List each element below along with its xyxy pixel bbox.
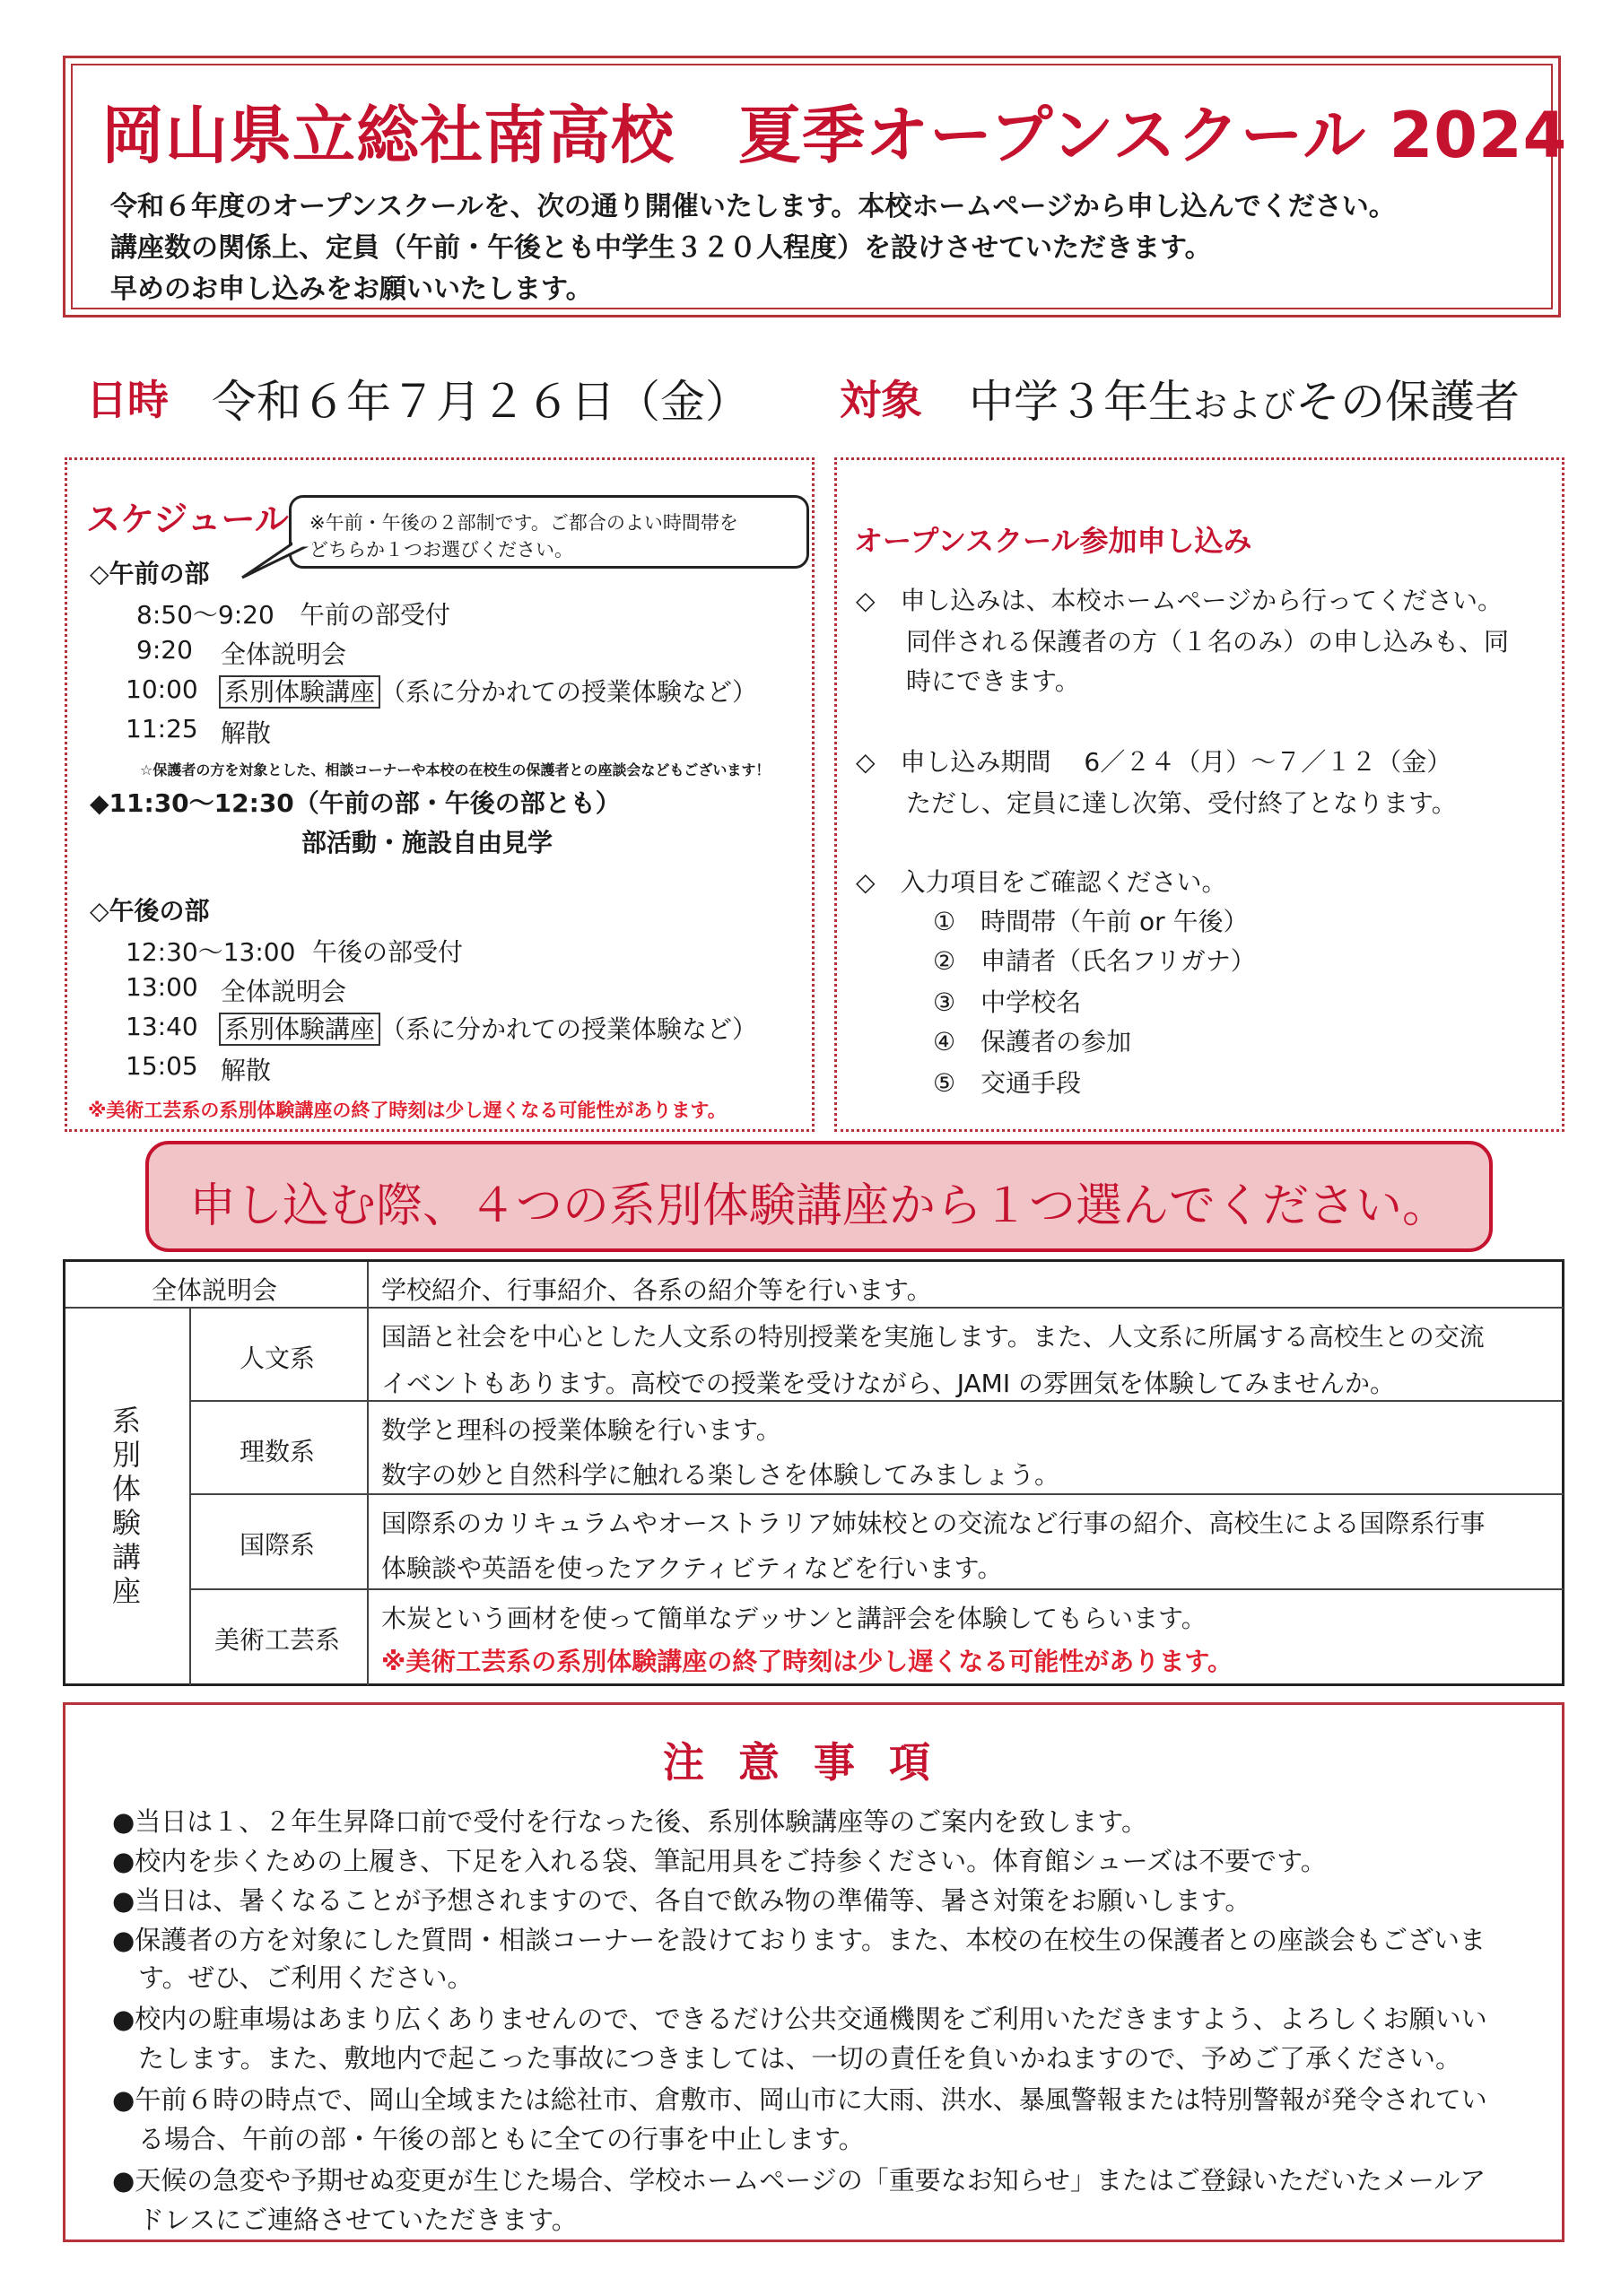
note-line: る場合、午前の部・午後の部ともに全ての行事を中止します。 bbox=[112, 2124, 865, 2154]
application-line: ◇ 申し込みは、本校ホームページから行ってください。 bbox=[856, 586, 1503, 615]
pm-course bbox=[219, 1010, 757, 1046]
input-item: ④ 保護者の参加 bbox=[933, 1027, 1132, 1057]
pm-time: 12:30～13:00 bbox=[126, 937, 296, 967]
input-item: ① 時間帯（午前 or 午後） bbox=[933, 907, 1249, 936]
input-item: ⑤ 交通手段 bbox=[933, 1068, 1082, 1098]
table-row-label: 人文系 bbox=[240, 1344, 316, 1373]
table-divider bbox=[65, 1307, 1564, 1309]
table-cell: 学校紹介、行事紹介、各系の紹介等を行います。 bbox=[381, 1275, 932, 1305]
note-line: たします。また、敷地内で起こった事故につきましては、一切の責任を負いかねますので、予めご了承ください。 bbox=[112, 2043, 1461, 2074]
pm-time: 13:00 bbox=[126, 972, 198, 1002]
table-row-label: 全体説明会 bbox=[152, 1275, 278, 1305]
club-text: 部活動・施設自由見学 bbox=[301, 828, 553, 857]
notes-box bbox=[63, 1702, 1564, 2242]
table-divider bbox=[189, 1307, 191, 1685]
note-line: ●保護者の方を対象にした質問・相談コーナーを設けております。また、本校の在校生の保護者との座談会もございま bbox=[112, 1925, 1486, 1955]
page-title: 岡山県立総社南高校 夏季オープンスクール 2024 bbox=[101, 99, 1568, 172]
banner-text: 申し込む際、４つの系別体験講座から１つ選んでください。 bbox=[188, 1179, 1449, 1233]
target-value bbox=[969, 366, 1520, 430]
date-value: 令和６年７月２６日（金） bbox=[212, 376, 750, 428]
note-line: ドレスにご連絡させていただきます。 bbox=[112, 2205, 578, 2235]
am-time: 11:25 bbox=[126, 714, 198, 744]
schedule-red-note: ※美術工芸系の系別体験講座の終了時刻は少し遅くなる可能性があります。 bbox=[88, 1100, 727, 1121]
am-text: 午前の部受付 bbox=[300, 600, 451, 630]
header-box bbox=[63, 56, 1568, 317]
am-text: 全体説明会 bbox=[221, 639, 347, 669]
schedule-callout bbox=[289, 495, 809, 569]
note-line: ●天候の急変や予期せぬ変更が生じた場合、学校ホームページの「重要なお知らせ」またはご登録いただいたメールア bbox=[112, 2165, 1486, 2196]
am-time: 9:20 bbox=[136, 635, 193, 665]
note-line: ●校内の駐車場はあまり広くありませんので、できるだけ公共交通機関をご利用いただきますよう、よろしくお願いい bbox=[112, 2004, 1487, 2034]
callout-text: ※午前・午後の２部制です。ご都合のよい時間帯を bbox=[309, 512, 738, 534]
am-time: 10:00 bbox=[126, 674, 198, 704]
pm-text: 午後の部受付 bbox=[312, 937, 464, 967]
application-line: ただし、定員に達し次第、受付終了となります。 bbox=[856, 788, 1457, 818]
date-label: 日時 bbox=[86, 376, 169, 424]
table-row-label: 理数系 bbox=[240, 1437, 316, 1466]
table-cell: イベントもあります。高校での授業を受けながら、JAMI の雰囲気を体験してみませんか。 bbox=[381, 1369, 1396, 1398]
note-line: ●当日は１、２年生昇降口前で受付を行なった後、系別体験講座等のご案内を致します。 bbox=[112, 1806, 1147, 1837]
note-line: す。ぜひ、ご利用ください。 bbox=[112, 1962, 474, 1993]
note-line: ●当日は、暑くなることが予想されますので、各自で飲み物の準備等、暑さ対策をお願いします。 bbox=[112, 1885, 1251, 1916]
table-group-label: 系 別 体 験 講 座 bbox=[111, 1404, 141, 1608]
table-divider bbox=[189, 1588, 1564, 1590]
table-cell: 数学と理科の授業体験を行います。 bbox=[381, 1415, 781, 1445]
pm-heading: ◇午後の部 bbox=[90, 896, 210, 926]
course-table bbox=[63, 1259, 1564, 1686]
application-line: 同伴される保護者の方（１名のみ）の申し込みも、同 bbox=[856, 627, 1510, 657]
pm-time: 15:05 bbox=[126, 1051, 198, 1081]
target-label: 対象 bbox=[840, 376, 922, 424]
am-note: ☆保護者の方を対象とした、相談コーナーや本校の在校生の保護者との座談会などもございます！ bbox=[140, 761, 771, 778]
target-parents: その保護者 bbox=[1295, 376, 1521, 428]
application-line: ◇ 申し込み期間 6／２４（月）～７／１２（金） bbox=[856, 747, 1452, 777]
pm-text: 解散 bbox=[221, 1056, 272, 1085]
table-divider bbox=[367, 1262, 369, 1685]
note-line: ●午前６時の時点で、岡山全域または総社市、倉敷市、岡山市に大雨、洪水、暴風警報または特別警報が発令されてい bbox=[112, 2084, 1487, 2115]
course-desc: （系に分かれての授業体験など） bbox=[380, 677, 758, 707]
table-cell: 国語と社会を中心とした人文系の特別授業を実施します。また、人文系に所属する高校生との交流 bbox=[381, 1322, 1485, 1352]
target-and: および bbox=[1193, 386, 1296, 425]
schedule-title: スケジュール bbox=[86, 500, 289, 539]
am-text: 解散 bbox=[221, 718, 272, 748]
input-item: ② 申請者（氏名フリガナ） bbox=[933, 946, 1256, 976]
table-cell-warning: ※美術工芸系の系別体験講座の終了時刻は少し遅くなる可能性があります。 bbox=[381, 1647, 1233, 1676]
application-title: オープンスクール参加申し込み bbox=[854, 524, 1252, 558]
target-grade: 中学３年生 bbox=[969, 376, 1193, 428]
table-row-label: 美術工芸系 bbox=[214, 1625, 341, 1655]
table-cell: 木炭という画材を使って簡単なデッサンと講評会を体験してもらいます。 bbox=[381, 1604, 1207, 1633]
table-row-label: 国際系 bbox=[240, 1530, 316, 1560]
application-line: ◇ 入力項目をご確認ください。 bbox=[856, 867, 1227, 897]
am-course bbox=[219, 673, 757, 709]
selection-banner bbox=[145, 1141, 1493, 1252]
pm-time: 13:40 bbox=[126, 1012, 198, 1041]
table-divider bbox=[189, 1400, 1564, 1402]
input-item: ③ 中学校名 bbox=[933, 987, 1082, 1017]
am-heading: ◇午前の部 bbox=[90, 559, 210, 588]
intro-line: 早めのお申し込みをお願いいたします。 bbox=[110, 274, 593, 305]
intro-line: 講座数の関係上、定員（午前・午後とも中学生３２０人程度）を設けさせていただきます。 bbox=[110, 232, 1212, 264]
table-divider bbox=[189, 1493, 1564, 1495]
table-cell: 数字の妙と自然科学に触れる楽しさを体験してみましょう。 bbox=[381, 1460, 1060, 1490]
application-line: 時にできます。 bbox=[856, 666, 1080, 696]
callout-text: どちらか１つお選びください。 bbox=[309, 539, 573, 561]
table-cell: 体験談や英語を使ったアクティビティなどを行います。 bbox=[381, 1553, 1003, 1583]
intro-line: 令和６年度のオープンスクールを、次の通り開催いたします。本校ホームページから申し込んでください。 bbox=[110, 191, 1396, 222]
note-line: ●校内を歩くための上履き、下足を入れる袋、筆記用具をご持参ください。体育館シューズは不要です。 bbox=[112, 1846, 1327, 1876]
course-desc: （系に分かれての授業体験など） bbox=[380, 1014, 758, 1044]
pm-text: 全体説明会 bbox=[221, 977, 347, 1006]
course-boxed: 系別体験講座 bbox=[219, 1013, 380, 1046]
notes-title: 注意事項 bbox=[663, 1738, 964, 1787]
callout-tail bbox=[242, 544, 314, 579]
am-time: 8:50～9:20 bbox=[136, 600, 275, 630]
table-cell: 国際系のカリキュラムやオーストラリア姉妹校との交流など行事の紹介、高校生による国際系行事 bbox=[381, 1509, 1486, 1538]
club-heading: ◆11:30～12:30（午前の部・午後の部とも） bbox=[90, 788, 621, 818]
course-boxed: 系別体験講座 bbox=[219, 675, 380, 709]
